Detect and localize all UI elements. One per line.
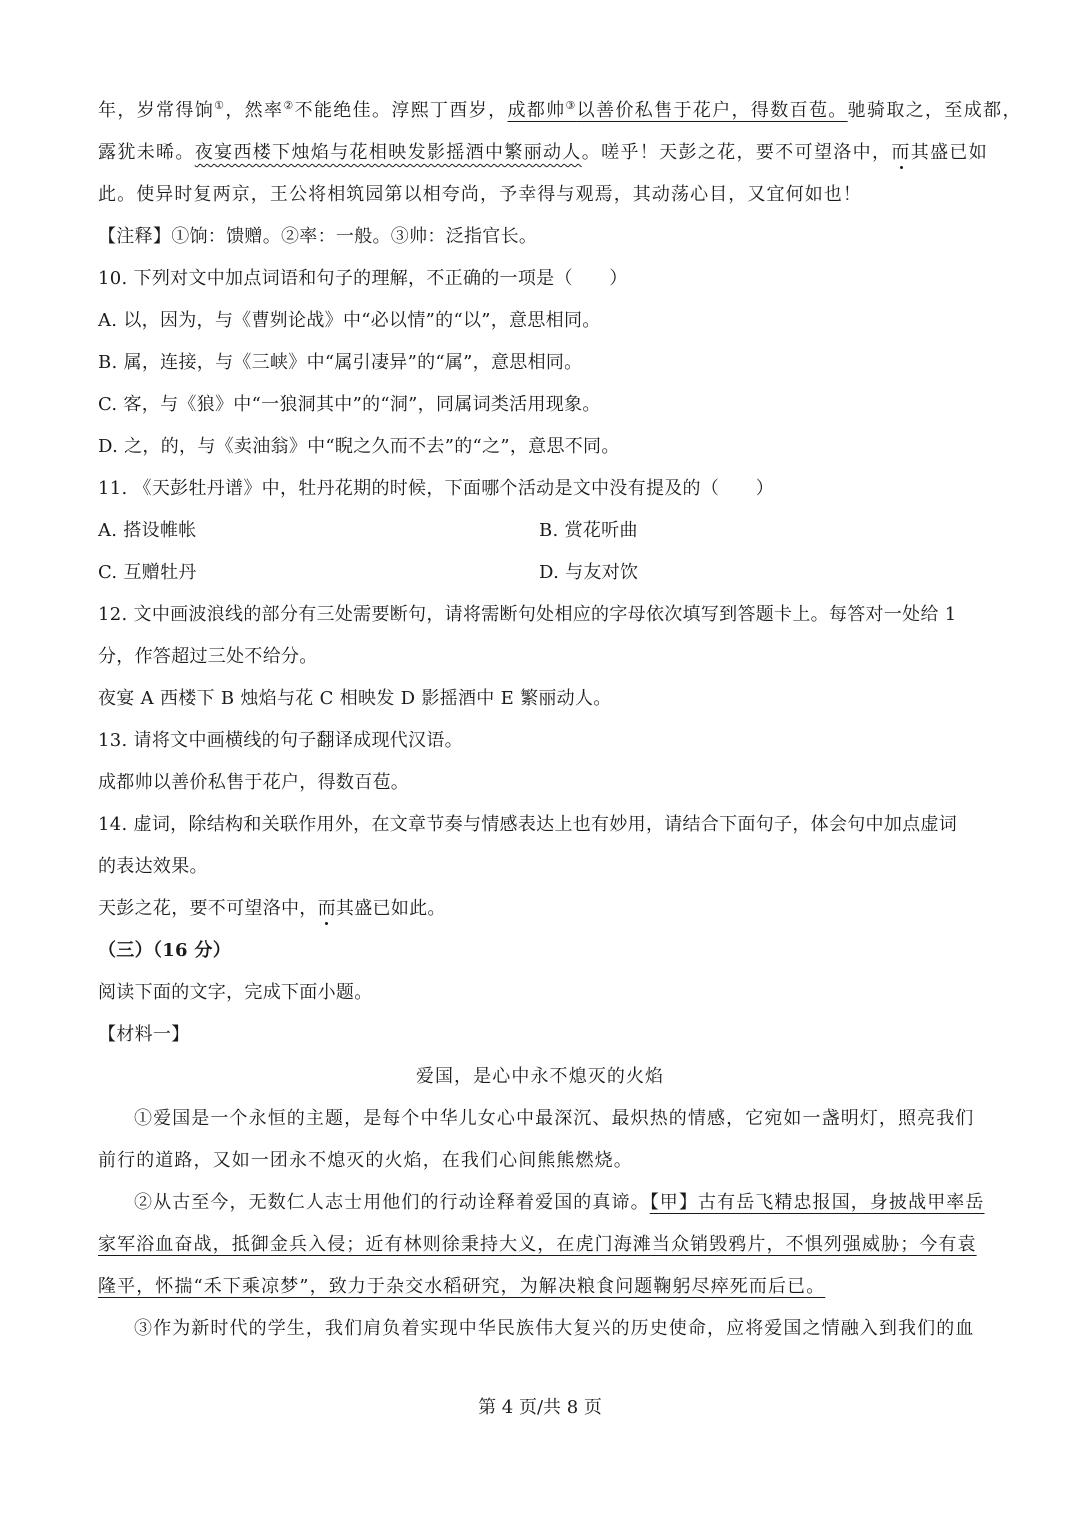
q11-option-b: B. 赏花听曲 — [539, 520, 638, 541]
question-12-stem-line-1: 12. 文中画波浪线的部分有三处需要断句，请将需断句处相应的字母依次填写到答题卡上。每答对一处给 1 — [98, 604, 957, 625]
question-11-stem: 11. 《天彭牡丹谱》中，牡丹花期的时候，下面哪个活动是文中没有提及的（ ） — [98, 478, 775, 499]
material-label: 【材料一】 — [98, 1024, 190, 1045]
footnote-ref: ① — [214, 99, 226, 112]
q10-option-b: B. 属，连接，与《三峡》中“属引凄异”的“属”，意思相同。 — [98, 352, 583, 373]
passage-line-3: 此。使异时复两京，王公将相筑园第以相夸尚，予幸得与观焉，其动荡心目，又宜何如也！ — [98, 184, 862, 205]
question-14-stem-line-1: 14. 虚词，除结构和关联作用外，在文章节奏与情感表达上也有妙用，请结合下面句子，体会句中加点虚词 — [98, 814, 958, 835]
question-13-text: 成都帅以善价私售于花户，得数百苞。 — [98, 772, 410, 793]
annotation-note: 【注释】①饷：馈赠。②率：一般。③帅：泛指官长。 — [98, 226, 538, 247]
underlined-sentence: 隆平，怀揣“禾下乘凉梦”，致力于杂交水稻研究，为解决粮食问题鞠躬尽瘁死而后已。 — [98, 1276, 826, 1297]
question-14-stem-line-2: 的表达效果。 — [98, 856, 208, 877]
section-heading: （三）（16 分） — [98, 940, 232, 961]
dotted-word: 而 — [317, 898, 336, 919]
q10-option-c: C. 客，与《狼》中“一狼洞其中”的“洞”，同属词类活用现象。 — [98, 394, 601, 415]
q14-text-part: 天彭之花，要不可望洛中， — [98, 898, 318, 919]
exam-page — [98, 99, 1022, 1360]
footnote-ref: ③ — [565, 99, 577, 112]
article-p2-line-3 — [98, 1276, 982, 1297]
passage-text: 其盛已如 — [910, 142, 989, 163]
wavy-underlined-sentence: 夜宴西楼下烛焰与花相映发影摇酒中繁丽动人 — [194, 142, 582, 163]
underlined-sentence: 成都帅③以善价私售于花户，得数百苞。 — [507, 99, 848, 121]
passage-text: ，然率 — [225, 100, 284, 121]
q11-option-c: C. 互赠牡丹 — [98, 562, 197, 583]
q10-option-a: A. 以，因为，与《曹刿论战》中“必以情”的“以”，意思相同。 — [98, 310, 601, 331]
article-p2-line-1 — [98, 1192, 985, 1213]
q10-option-d: D. 之，的，与《卖油翁》中“睨之久而不去”的“之”，意思不同。 — [98, 436, 620, 457]
question-14-text — [98, 898, 982, 919]
underlined-sentence: 【甲】古有岳飞精忠报国，身披战甲率岳 — [649, 1192, 985, 1213]
passage-text: 驰骑取之，至成都， — [847, 100, 1022, 121]
q11-option-a: A. 搭设帷帐 — [98, 520, 197, 541]
passage-text: 年，岁常得饷 — [98, 100, 215, 121]
article-p2-line-2: 家军浴血奋战，抵御金兵入侵；近有林则徐秉持大义，在虎门海滩当众销毁鸦片，不惧列强威胁；今有袁 — [98, 1234, 977, 1255]
article-text: ②从古至今，无数仁人志士用他们的行动诠释着爱国的真谛。 — [134, 1192, 650, 1213]
passage-text: 露犹未晞。 — [98, 142, 195, 163]
q11-options-row-1 — [98, 520, 982, 541]
passage-text: 。嗟乎！天彭之花，要不可望洛中， — [581, 142, 892, 163]
question-12-stem-line-2: 分，作答超过三处不给分。 — [98, 646, 318, 667]
dotted-word: 而 — [891, 142, 911, 163]
page-number: 第 4 页/共 8 页 — [478, 1397, 602, 1418]
article-p3-line-1: ③作为新时代的学生，我们肩负着实现中华民族伟大复兴的历史使命，应将爱国之情融入到我们的血 — [134, 1318, 975, 1339]
section-instruction: 阅读下面的文字，完成下面小题。 — [98, 982, 373, 1003]
q11-option-d: D. 与友对饮 — [539, 562, 639, 583]
q14-text-part: 其盛已如此。 — [335, 898, 446, 919]
passage-line-2 — [98, 142, 989, 163]
passage-text: 不能绝佳。淳熙丁酉岁， — [294, 100, 508, 121]
question-10-stem: 10. 下列对文中加点词语和句子的理解，不正确的一项是（ ） — [98, 268, 628, 289]
article-p1-line-2: 前行的道路，又如一团永不熄灭的火焰，在我们心间熊熊燃烧。 — [98, 1150, 633, 1171]
article-title: 爱国，是心中永不熄灭的火焰 — [415, 1066, 665, 1087]
question-13-stem: 13. 请将文中画横线的句子翻译成现代汉语。 — [98, 730, 463, 751]
footnote-ref: ② — [283, 99, 295, 112]
article-p1-line-1: ①爱国是一个永恒的主题，是每个中华儿女心中最深沉、最炽热的情感，它宛如一盏明灯，照亮我们 — [134, 1108, 975, 1129]
q11-options-row-2 — [98, 562, 982, 583]
passage-line-1 — [98, 99, 1022, 121]
question-12-text: 夜宴 A 西楼下 B 烛焰与花 C 相映发 D 影摇酒中 E 繁丽动人。 — [98, 688, 612, 709]
